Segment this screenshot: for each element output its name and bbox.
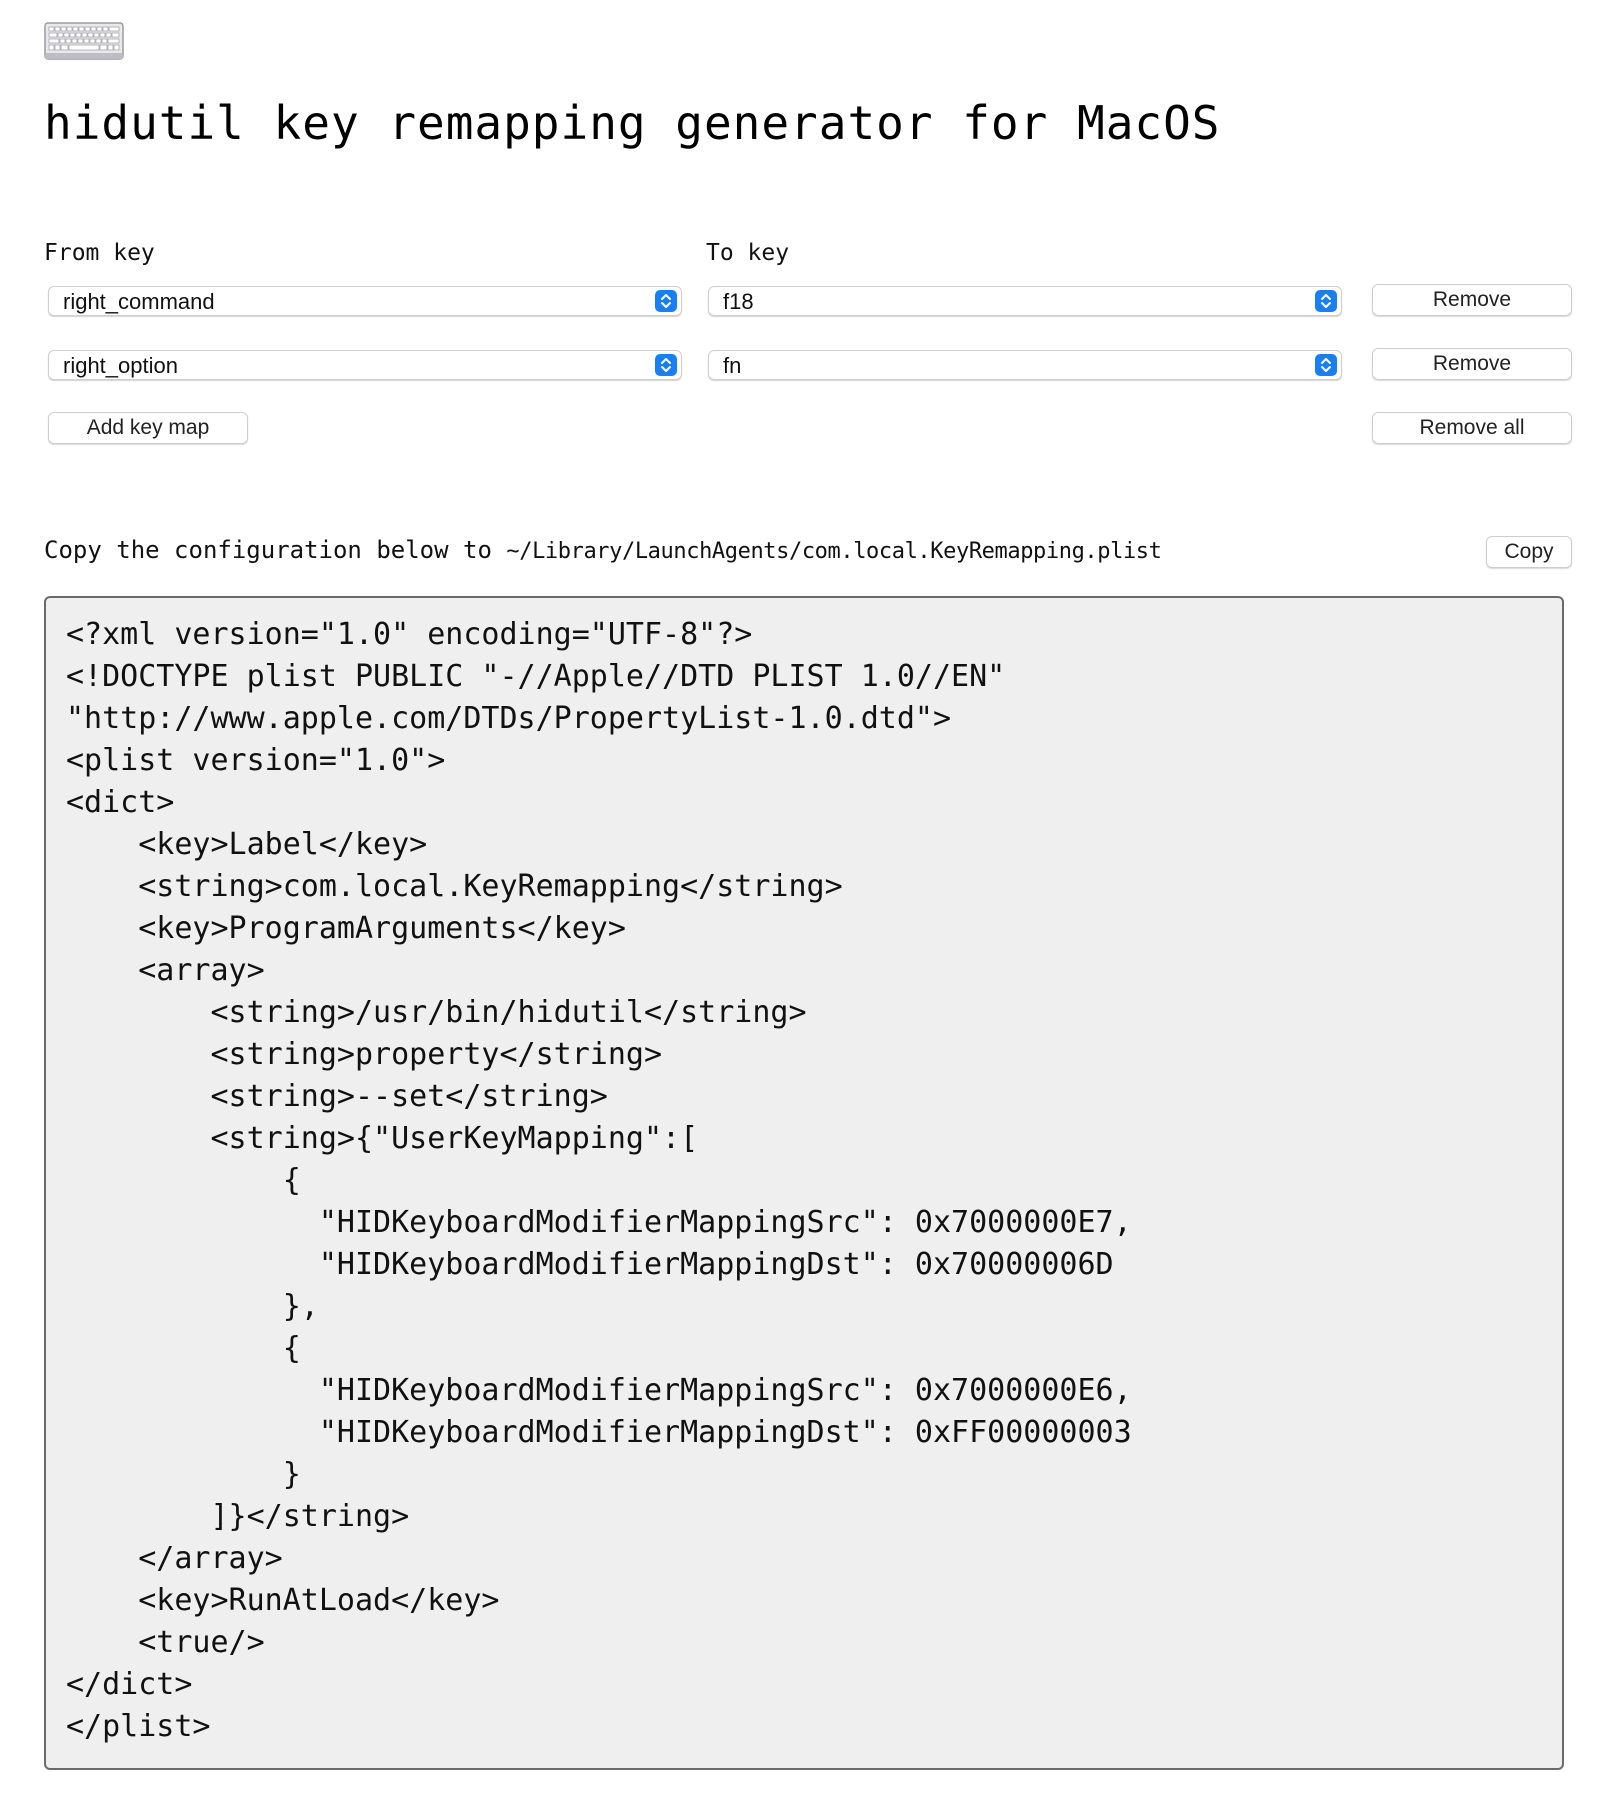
chevron-updown-icon — [1315, 290, 1337, 312]
keyboard-icon — [44, 20, 124, 62]
copy-instruction-text: Copy the configuration below to — [44, 536, 492, 564]
remove-button-2[interactable]: Remove — [1372, 348, 1572, 380]
from-key-select-2[interactable] — [48, 350, 682, 380]
from-key-value: right_option — [63, 353, 178, 378]
chevron-updown-icon — [1315, 354, 1337, 376]
page-title: hidutil key remapping generator for MacOS — [44, 96, 1221, 150]
remove-button-1[interactable]: Remove — [1372, 284, 1572, 316]
to-key-label: To key — [706, 240, 790, 266]
copy-instruction — [44, 536, 1162, 564]
from-key-select-1[interactable] — [48, 286, 682, 316]
to-key-select-1[interactable] — [708, 286, 1342, 316]
to-key-value: f18 — [723, 289, 754, 314]
plist-path: ~/Library/LaunchAgents/com.local.KeyRemapping.plist — [506, 539, 1162, 564]
chevron-updown-icon — [655, 354, 677, 376]
to-key-select-2[interactable] — [708, 350, 1342, 380]
plist-code-box[interactable] — [44, 596, 1564, 1770]
remove-all-button[interactable]: Remove all — [1372, 412, 1572, 444]
from-key-value: right_command — [63, 289, 215, 314]
chevron-updown-icon — [655, 290, 677, 312]
to-key-value: fn — [723, 353, 742, 378]
plist-code: <?xml version="1.0" encoding="UTF-8"?> <!DOCTYPE plist PUBLIC "-//Apple//DTD PLIST 1.0//EN" "http://www.apple.com/DTDs/PropertyList-1.0.dtd"> <plist version="1.0"> <dict> <key>Label</key> <string>com.local.KeyRemapping</string> <key>ProgramArguments</key> <array> <string>/usr/bin/hidutil</string> <string>property</string> <string>--set</string> <string>{"UserKeyMapping":[ { "HIDKeyboardModifierMappingSrc": 0x7000000E7, "HIDKeyboardModifierMappingDst": 0x70000006D }, { "HIDKeyboardModifierMappingSrc": 0x7000000E6, "HIDKeyboardModifierMappingDst": 0xFF00000003 } ]}</string> </array> <key>RunAtLoad</key> <true/> </dict> </plist> — [66, 617, 1132, 1744]
from-key-label: From key — [44, 240, 155, 266]
copy-button[interactable]: Copy — [1486, 536, 1572, 568]
add-key-map-button[interactable]: Add key map — [48, 412, 248, 444]
